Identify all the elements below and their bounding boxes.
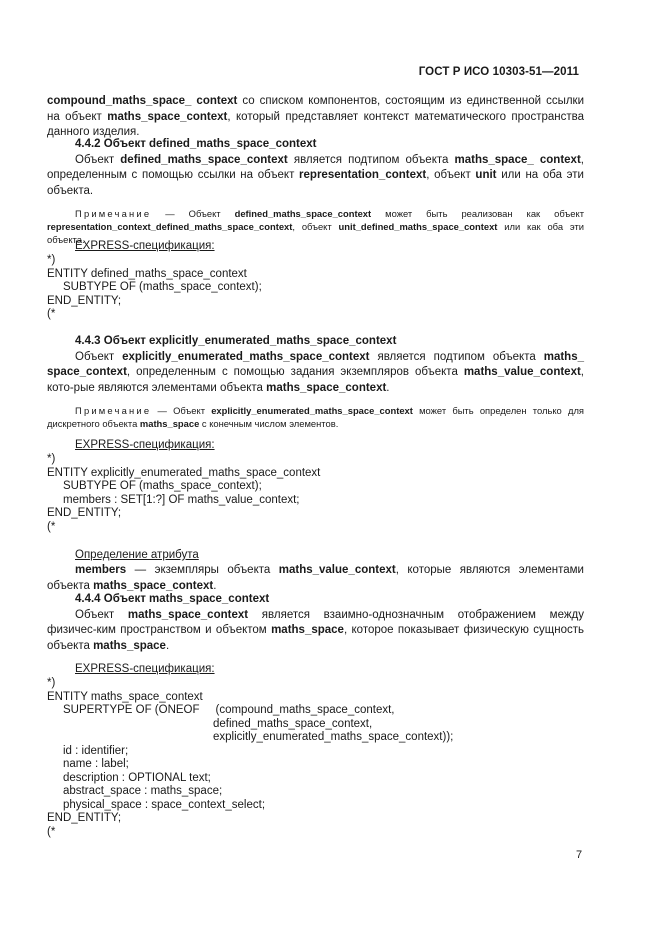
express-spec-label: EXPRESS-спецификация: [75,663,215,675]
code-line: defined_maths_space_context, [213,717,373,730]
term: maths_space_context [127,608,249,621]
express-spec-4-4-2 [47,239,584,322]
section-heading: 4.4.2 Объект defined_maths_space_context [75,138,317,150]
note-label: Примечание [75,208,152,219]
text: является взаимно-однозначным отображением между физичес-ким пространством и объектом [47,608,585,636]
code-line: (* [47,308,56,320]
code-line: physical_space : space_context_select; [63,798,266,811]
note [47,404,584,430]
term: maths_space_context [93,579,214,592]
text: . [386,381,390,394]
term: explicitly_enumerated_maths_space_context [122,350,370,363]
intro-block [47,94,584,141]
term: defined_maths_space_context [120,153,288,166]
section-heading: 4.4.4 Объект maths_space_context [75,593,270,605]
note-label: Примечание [75,405,152,416]
section-heading: 4.4.3 Объект explicitly_enumerated_maths_space_context [75,335,397,347]
code-line: name : label; [63,758,129,770]
code-line: abstract_space : maths_space; [63,785,223,797]
term: unit_defined_maths_space_context [338,221,498,232]
section-4-4-4 [47,592,584,654]
term: maths_value_context [278,564,396,576]
text: или как оба эти объекта. [47,221,584,245]
term: maths_space [271,624,344,636]
attribute-definition-label: Определение атрибута [75,549,199,561]
code-line: ENTITY defined_maths_space_context [47,267,247,280]
attribute-definition [47,548,584,594]
text: , объект [426,169,476,181]
code-line: ENTITY explicitly_enumerated_maths_space_context [47,466,321,479]
code-line: *) [47,677,56,689]
text: , которые являются элементами объекта [47,564,584,592]
code-line: description : OPTIONAL text; [63,771,211,784]
attribute-paragraph [47,563,584,594]
express-spec-label: EXPRESS-спецификация: [75,439,215,451]
express-spec-4-4-3 [47,438,584,534]
code-line: SUBTYPE OF (maths_space_context); [63,480,262,492]
text: является подтипом объекта [369,350,544,363]
code-line: *) [47,453,56,465]
code-line: id : identifier; [63,744,129,757]
text: . [165,639,170,652]
term: maths_ space_context [47,350,584,378]
text: может быть определен только для дискретного объекта [47,405,584,429]
code-line: (* [47,825,56,838]
text: , определенным с помощью ссылки на объект [47,153,584,181]
code-line: (* [47,520,56,533]
express-spec-label: EXPRESS-спецификация: [75,240,215,252]
document-header: ГОСТ Р ИСО 10303-51—2011 [418,66,579,78]
code-line: *) [47,254,56,266]
term: unit [475,169,497,181]
code-line: ENTITY maths_space_context [47,690,203,703]
term: maths_space [93,639,166,652]
text: Объект [75,608,128,621]
text: является подтипом объекта [287,153,455,166]
text: Объект [75,350,123,363]
code-line: explicitly_enumerated_maths_space_context)); [213,731,454,743]
term: members [75,564,127,576]
text: , объект [292,221,339,232]
text: , который представляет контекст математического пространства данного изделия. [47,110,585,138]
text: с конечным числом элементов. [199,418,339,429]
section-4-4-3 [47,334,584,430]
term: maths_space [139,418,200,429]
code-line: members : SET[1:?] OF maths_value_context; [63,493,300,506]
term: representation_context [299,169,427,181]
code-line: END_ENTITY; [47,507,122,519]
text: может быть реализован как объект [371,208,584,219]
section-paragraph [47,608,584,655]
term: representation_context_defined_maths_space_context [47,221,293,232]
code-line: SUBTYPE OF (maths_space_context); [63,281,262,293]
text: . [213,579,217,592]
section-paragraph [47,153,584,200]
express-spec-4-4-4 [47,662,584,839]
text: со списком компонентов, состоящим из единственной ссылки на объект [47,95,584,123]
text: Объект [75,153,121,166]
page-number: 7 [576,849,583,861]
text: — экземпляры объекта [126,564,279,576]
term: maths_space_context [266,381,387,394]
code-line: END_ENTITY; [47,812,122,824]
text: — Объект [151,208,235,219]
section-paragraph [47,350,584,397]
term: maths_space_ context [454,153,581,166]
term: maths_value_context [463,366,581,378]
text: — Объект [151,405,212,416]
term: defined_maths_space_context [234,208,372,219]
intro-paragraph [47,94,584,141]
text: или на оба эти объекта. [47,169,584,197]
term: compound_maths_space_ context [47,95,238,107]
text: , определенным с помощью задания экземпляров объекта [126,366,464,378]
term: maths_space_context [107,110,228,123]
section-4-4-2 [47,137,584,246]
code-line: END_ENTITY; [47,294,122,307]
term: explicitly_enumerated_maths_space_context [211,405,413,416]
text: , которое показывает физическую сущность объекта [47,624,584,652]
code-line: SUPERTYPE OF (ONEOF (compound_maths_space_context, [63,704,395,716]
text: , кото-рые являются элементами объекта [47,366,584,394]
